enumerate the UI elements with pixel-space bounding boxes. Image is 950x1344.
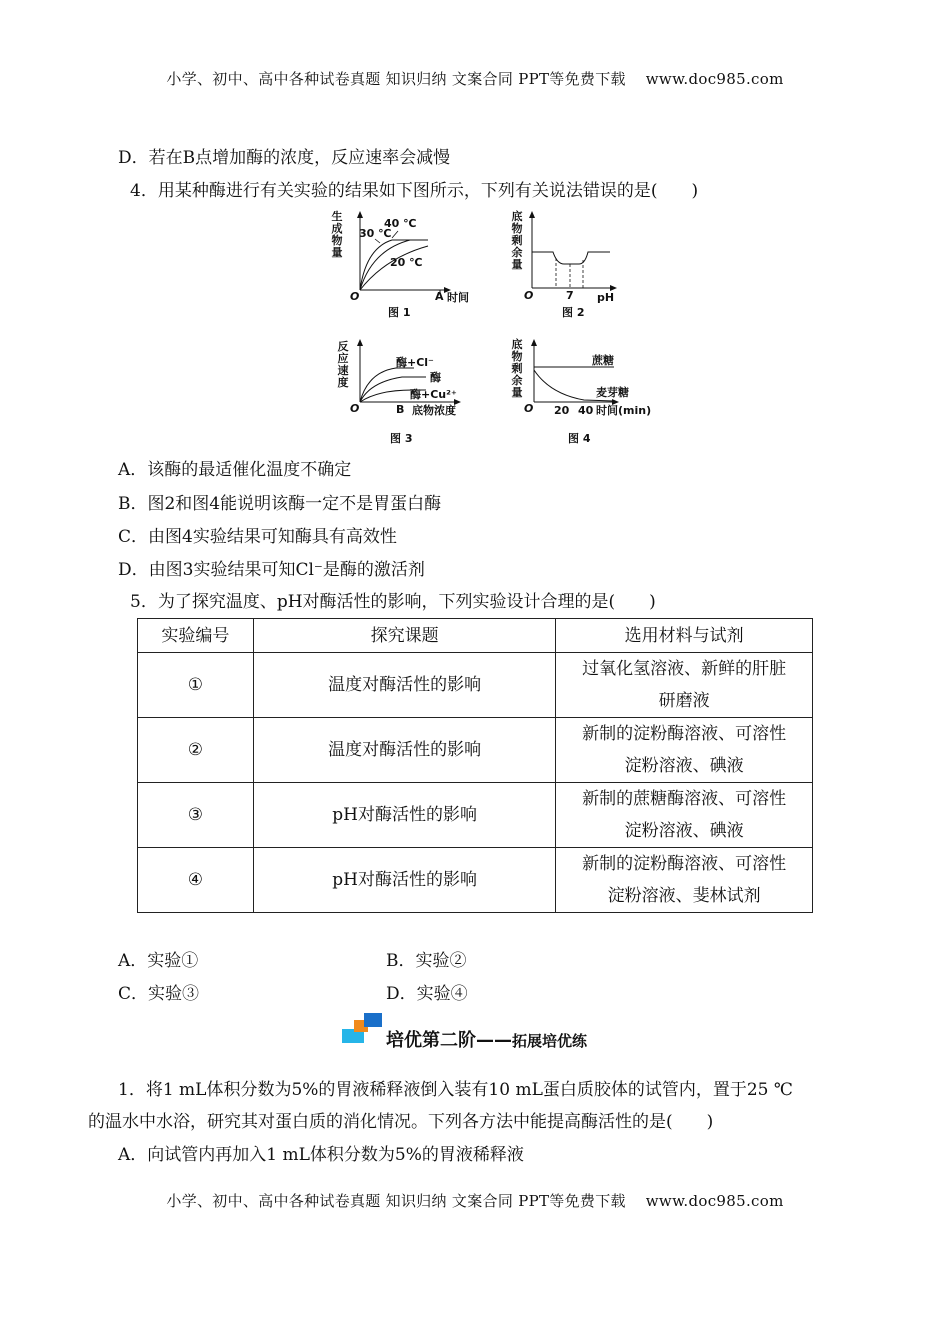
materials-line: 新制的蔗糖酶溶液、可溶性 bbox=[582, 789, 787, 809]
materials-line: 淀粉溶液、斐林试剂 bbox=[607, 886, 761, 906]
footer-url: www.doc985.com bbox=[645, 1192, 784, 1210]
row-materials bbox=[556, 783, 813, 848]
table-header-row bbox=[138, 619, 813, 653]
fig4-label-sucrose: 蔗糖 bbox=[592, 354, 614, 367]
fig3-origin: O bbox=[350, 402, 360, 415]
svg-text:剩: 剩 bbox=[511, 234, 523, 247]
fig4-label-maltose: 麦芽糖 bbox=[596, 386, 629, 399]
q4-option-d: D．由图3实验结果可知Cl⁻是酶的激活剂 bbox=[118, 560, 425, 580]
fig3-curve-cl bbox=[360, 368, 414, 402]
fig3-x-label: 底物浓度 bbox=[412, 404, 456, 417]
fig3-label-cl: 酶+Cl⁻ bbox=[396, 356, 434, 369]
q4-option-c: C．由图4实验结果可知酶具有高效性 bbox=[118, 527, 397, 547]
materials-line: 淀粉溶液、碘液 bbox=[624, 821, 744, 841]
row-number: ① bbox=[138, 653, 254, 718]
fig1-label-40c: 40 ℃ bbox=[384, 217, 417, 230]
row-number: ② bbox=[138, 718, 254, 783]
table-row bbox=[138, 653, 813, 718]
figure-1 bbox=[330, 208, 480, 323]
row-number: ④ bbox=[138, 848, 254, 913]
q5-option-c: C．实验③ bbox=[118, 984, 200, 1004]
row-topic: pH对酶活性的影响 bbox=[253, 848, 556, 913]
row-topic: 温度对酶活性的影响 bbox=[253, 718, 556, 783]
fig3-label-enzyme: 酶 bbox=[430, 371, 441, 384]
row-materials bbox=[556, 653, 813, 718]
fig2-caption: 图 2 bbox=[562, 306, 585, 319]
q5-option-b: B．实验② bbox=[386, 951, 467, 971]
fig1-x-label: 时间 bbox=[447, 291, 469, 304]
p1-line-2: 的温水中水浴，研究其对蛋白质的消化情况。下列各方法中能提高酶活性的是( ) bbox=[88, 1112, 714, 1132]
svg-text:应: 应 bbox=[337, 352, 349, 365]
header-cell: 选用材料与试剂 bbox=[556, 619, 813, 653]
svg-text:反: 反 bbox=[337, 340, 349, 353]
fig1-origin: O bbox=[350, 290, 360, 303]
figure-4 bbox=[504, 336, 684, 450]
row-materials bbox=[556, 848, 813, 913]
svg-text:量: 量 bbox=[511, 386, 523, 399]
table-row bbox=[138, 783, 813, 848]
q4-option-a: A．该酶的最适催化温度不确定 bbox=[118, 460, 352, 480]
fig4-tick-40: 40 bbox=[578, 404, 594, 417]
svg-text:量: 量 bbox=[331, 246, 343, 259]
fig1-label-20c: 20 ℃ bbox=[390, 256, 423, 269]
p1-line-1: 1．将1 mL体积分数为5%的胃液稀释液倒入装有10 mL蛋白质胶体的试管内，置于25 ℃ bbox=[118, 1080, 793, 1100]
table-row bbox=[138, 848, 813, 913]
fig1-a-mark: A bbox=[435, 290, 444, 303]
header-text: 小学、初中、高中各种试卷真题 知识归纳 文案合同 PPT等免费下载 bbox=[166, 70, 626, 88]
svg-text:余: 余 bbox=[511, 374, 523, 387]
svg-text:生: 生 bbox=[331, 210, 343, 223]
fig1-caption: 图 1 bbox=[388, 306, 411, 319]
fig2-tick: 7 bbox=[566, 289, 574, 302]
page-footer bbox=[0, 1190, 950, 1211]
materials-line: 新制的淀粉酶溶液、可溶性 bbox=[582, 724, 787, 744]
materials-line: 过氧化氢溶液、新鲜的肝脏 bbox=[582, 659, 787, 679]
header-cell: 实验编号 bbox=[138, 619, 254, 653]
table-row bbox=[138, 718, 813, 783]
fig4-tick-20: 20 bbox=[554, 404, 570, 417]
fig3-caption: 图 3 bbox=[390, 432, 413, 445]
q4-stem: 4．用某种酶进行有关实验的结果如下图所示，下列有关说法错误的是( ) bbox=[130, 181, 699, 201]
q5-stem: 5．为了探究温度、pH对酶活性的影响，下列实验设计合理的是( ) bbox=[130, 592, 656, 612]
q5-option-a: A．实验① bbox=[118, 951, 199, 971]
svg-text:底: 底 bbox=[511, 210, 523, 223]
section-logo-icon bbox=[342, 1013, 386, 1045]
figure-2 bbox=[504, 208, 634, 323]
fig2-x-label: pH bbox=[597, 291, 615, 304]
fig2-curve bbox=[532, 252, 610, 264]
row-number: ③ bbox=[138, 783, 254, 848]
materials-line: 研磨液 bbox=[658, 691, 710, 711]
p1-option-a: A．向试管内再加入1 mL体积分数为5%的胃液稀释液 bbox=[118, 1145, 524, 1165]
svg-text:度: 度 bbox=[337, 376, 349, 389]
row-topic: 温度对酶活性的影响 bbox=[253, 653, 556, 718]
section-title-sub: 拓展培优练 bbox=[512, 1032, 588, 1050]
fig4-caption: 图 4 bbox=[568, 432, 591, 445]
fig1-label-30c: 30 ℃ bbox=[359, 227, 392, 240]
svg-text:物: 物 bbox=[511, 222, 523, 235]
svg-text:速: 速 bbox=[337, 364, 349, 377]
prev-option-d: D．若在B点增加酶的浓度，反应速率会减慢 bbox=[118, 148, 451, 168]
svg-text:物: 物 bbox=[511, 350, 523, 363]
svg-text:成: 成 bbox=[331, 222, 343, 235]
fig3-b-mark: B bbox=[396, 403, 405, 416]
materials-line: 新制的淀粉酶溶液、可溶性 bbox=[582, 854, 787, 874]
svg-text:物: 物 bbox=[331, 234, 343, 247]
svg-text:底: 底 bbox=[511, 338, 523, 351]
header-cell: 探究课题 bbox=[253, 619, 556, 653]
fig4-x-label: 时间(min) bbox=[596, 404, 652, 417]
section-title bbox=[386, 1026, 587, 1052]
section-title-main: 培优第二阶—— bbox=[386, 1030, 512, 1051]
svg-text:量: 量 bbox=[511, 258, 523, 271]
fig3-label-cu: 酶+Cu²⁺ bbox=[410, 388, 457, 401]
footer-text: 小学、初中、高中各种试卷真题 知识归纳 文案合同 PPT等免费下载 bbox=[166, 1192, 626, 1210]
figure-3 bbox=[330, 336, 490, 450]
experiment-table bbox=[137, 618, 813, 913]
fig4-origin: O bbox=[524, 402, 534, 415]
row-materials bbox=[556, 718, 813, 783]
page-header bbox=[0, 68, 950, 89]
fig2-origin: O bbox=[524, 289, 534, 302]
q5-option-d: D．实验④ bbox=[386, 984, 468, 1004]
q4-option-b: B．图2和图4能说明该酶一定不是胃蛋白酶 bbox=[118, 494, 442, 514]
row-topic: pH对酶活性的影响 bbox=[253, 783, 556, 848]
svg-text:剩: 剩 bbox=[511, 362, 523, 375]
header-url: www.doc985.com bbox=[645, 70, 784, 88]
svg-text:余: 余 bbox=[511, 246, 523, 259]
materials-line: 淀粉溶液、碘液 bbox=[624, 756, 744, 776]
